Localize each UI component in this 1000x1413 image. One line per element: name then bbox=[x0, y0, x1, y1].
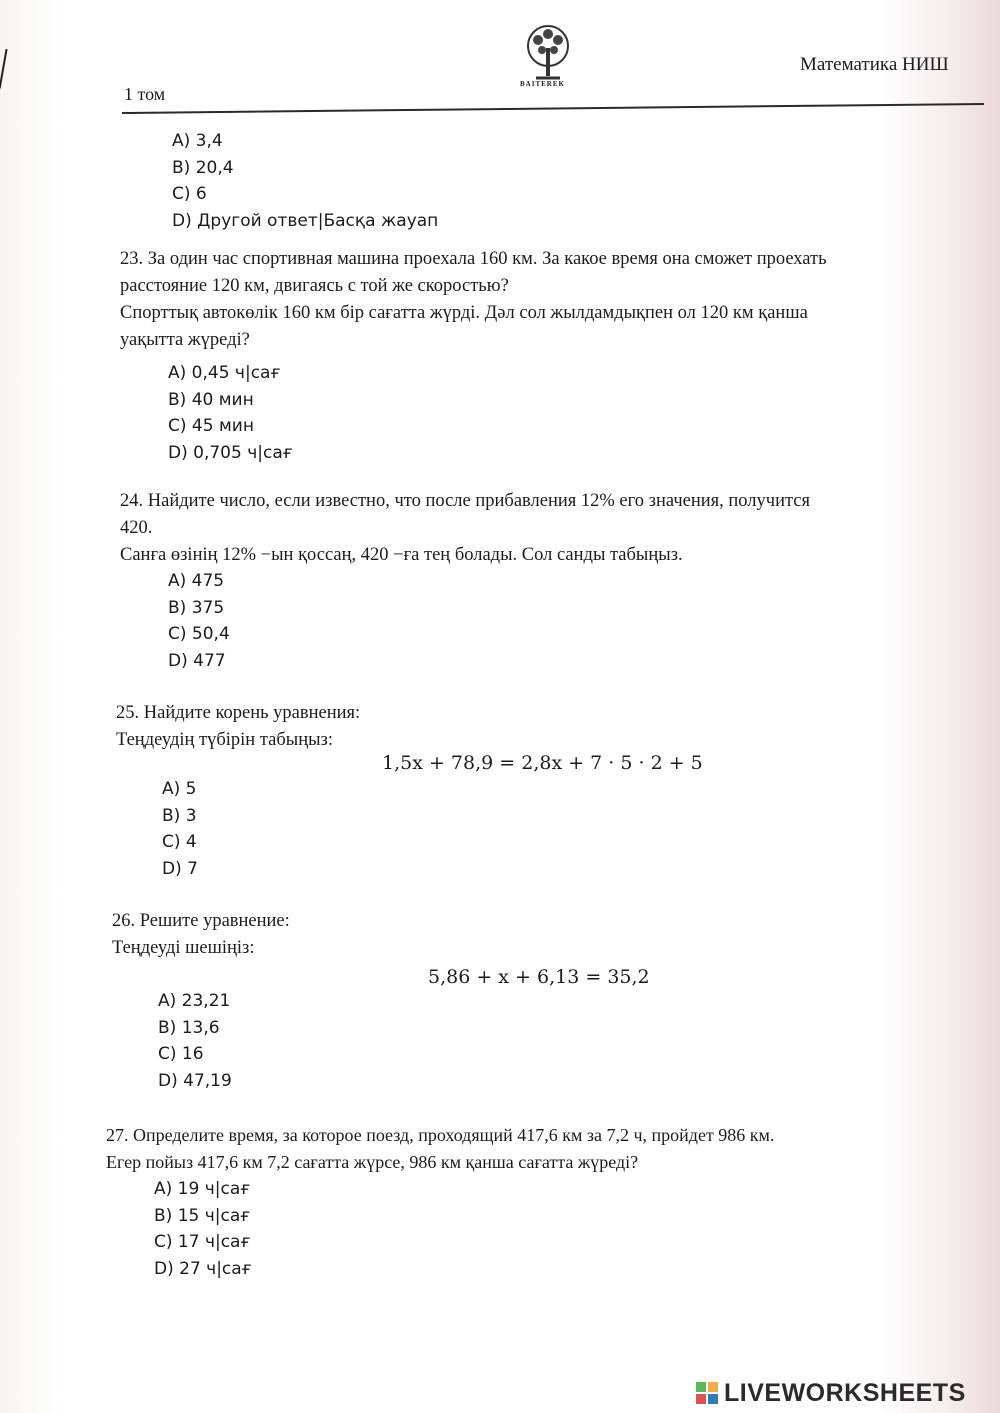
option[interactable]: C) 16 bbox=[158, 1044, 204, 1064]
options-24 bbox=[168, 568, 230, 674]
question-23 bbox=[120, 246, 827, 354]
pen-mark bbox=[0, 49, 21, 91]
option[interactable]: B) 40 мин bbox=[168, 389, 254, 410]
question-text: 23. За один час спортивная машина проехала 160 км. За какое время она сможет проехать bbox=[120, 249, 827, 269]
option[interactable]: D) 27 ч|сағ bbox=[154, 1258, 252, 1279]
question-text: 24. Найдите число, если известно, что после прибавления 12% его значения, получится bbox=[120, 491, 811, 511]
option[interactable]: C) 50,4 bbox=[168, 624, 230, 644]
liveworksheets-watermark bbox=[696, 1378, 966, 1408]
options-23 bbox=[168, 360, 293, 466]
option[interactable]: A) 3,4 bbox=[172, 131, 223, 151]
prev-options bbox=[172, 128, 438, 234]
option[interactable]: D) Другой ответ|Басқа жауап bbox=[172, 210, 439, 231]
options-25 bbox=[162, 776, 198, 882]
question-text: Теңдеуді шешіңіз: bbox=[112, 938, 255, 958]
option[interactable]: A) 0,45 ч|сағ bbox=[168, 363, 281, 383]
question-text: уақытта жүреді? bbox=[120, 330, 250, 350]
option[interactable]: D) 477 bbox=[168, 650, 226, 671]
header-rule bbox=[122, 103, 984, 114]
question-27 bbox=[106, 1122, 774, 1176]
subject-title: Математика НИШ bbox=[800, 54, 949, 75]
question-text: 27. Определите время, за которое поезд, проходящий 417,6 км за 7,2 ч, пройдет 986 км. bbox=[106, 1125, 775, 1145]
equation-26: 5,86 + x + 6,13 = 35,2 bbox=[428, 966, 650, 988]
question-24 bbox=[120, 488, 810, 569]
option[interactable]: C) 45 мин bbox=[168, 416, 254, 436]
option[interactable]: A) 19 ч|сағ bbox=[154, 1179, 251, 1199]
question-text: Спорттық автокөлік 160 км бір сағатта жүрді. Дәл сол жылдамдықпен ол 120 км қанша bbox=[120, 303, 808, 323]
option[interactable]: A) 475 bbox=[168, 571, 225, 591]
options-27 bbox=[154, 1176, 252, 1282]
option[interactable]: D) 0,705 ч|сағ bbox=[168, 442, 293, 463]
logo-text: BAITEREK bbox=[520, 80, 565, 88]
option[interactable]: C) 4 bbox=[162, 832, 197, 852]
question-text: Санға өзінің 12% −ын қоссаң, 420 −ға тең болады. Сол санды табыңыз. bbox=[120, 545, 683, 565]
option[interactable]: B) 3 bbox=[162, 805, 197, 826]
option[interactable]: B) 375 bbox=[168, 597, 225, 618]
option[interactable]: D) 47,19 bbox=[158, 1070, 232, 1091]
volume-label: 1 том bbox=[124, 84, 166, 104]
option[interactable]: D) 7 bbox=[162, 858, 198, 879]
question-text: 25. Найдите корень уравнения: bbox=[116, 703, 361, 723]
equation-25: 1,5x + 78,9 = 2,8x + 7 · 5 · 2 + 5 bbox=[382, 752, 703, 774]
watermark-text: LIVEWORKSHEETS bbox=[724, 1378, 966, 1407]
question-text: 420. bbox=[120, 518, 153, 538]
question-text: Теңдеудің түбірін табыңыз: bbox=[116, 730, 333, 750]
option[interactable]: B) 15 ч|сағ bbox=[154, 1205, 251, 1226]
option[interactable]: C) 6 bbox=[172, 184, 207, 204]
liveworksheets-logo-icon bbox=[696, 1382, 718, 1404]
option[interactable]: C) 17 ч|сағ bbox=[154, 1232, 251, 1252]
option[interactable]: B) 13,6 bbox=[158, 1017, 220, 1038]
question-26 bbox=[112, 908, 290, 962]
question-text: 26. Решите уравнение: bbox=[112, 911, 290, 931]
question-text: Егер пойыз 417,6 км 7,2 сағатта жүрсе, 986 км қанша сағатта жүреді? bbox=[106, 1152, 639, 1172]
option[interactable]: A) 23,21 bbox=[158, 991, 231, 1011]
options-26 bbox=[158, 988, 232, 1094]
question-text: расстояние 120 км, двигаясь с той же скоростью? bbox=[120, 276, 509, 296]
option[interactable]: A) 5 bbox=[162, 779, 197, 799]
option[interactable]: B) 20,4 bbox=[172, 157, 234, 178]
question-25 bbox=[116, 700, 360, 754]
